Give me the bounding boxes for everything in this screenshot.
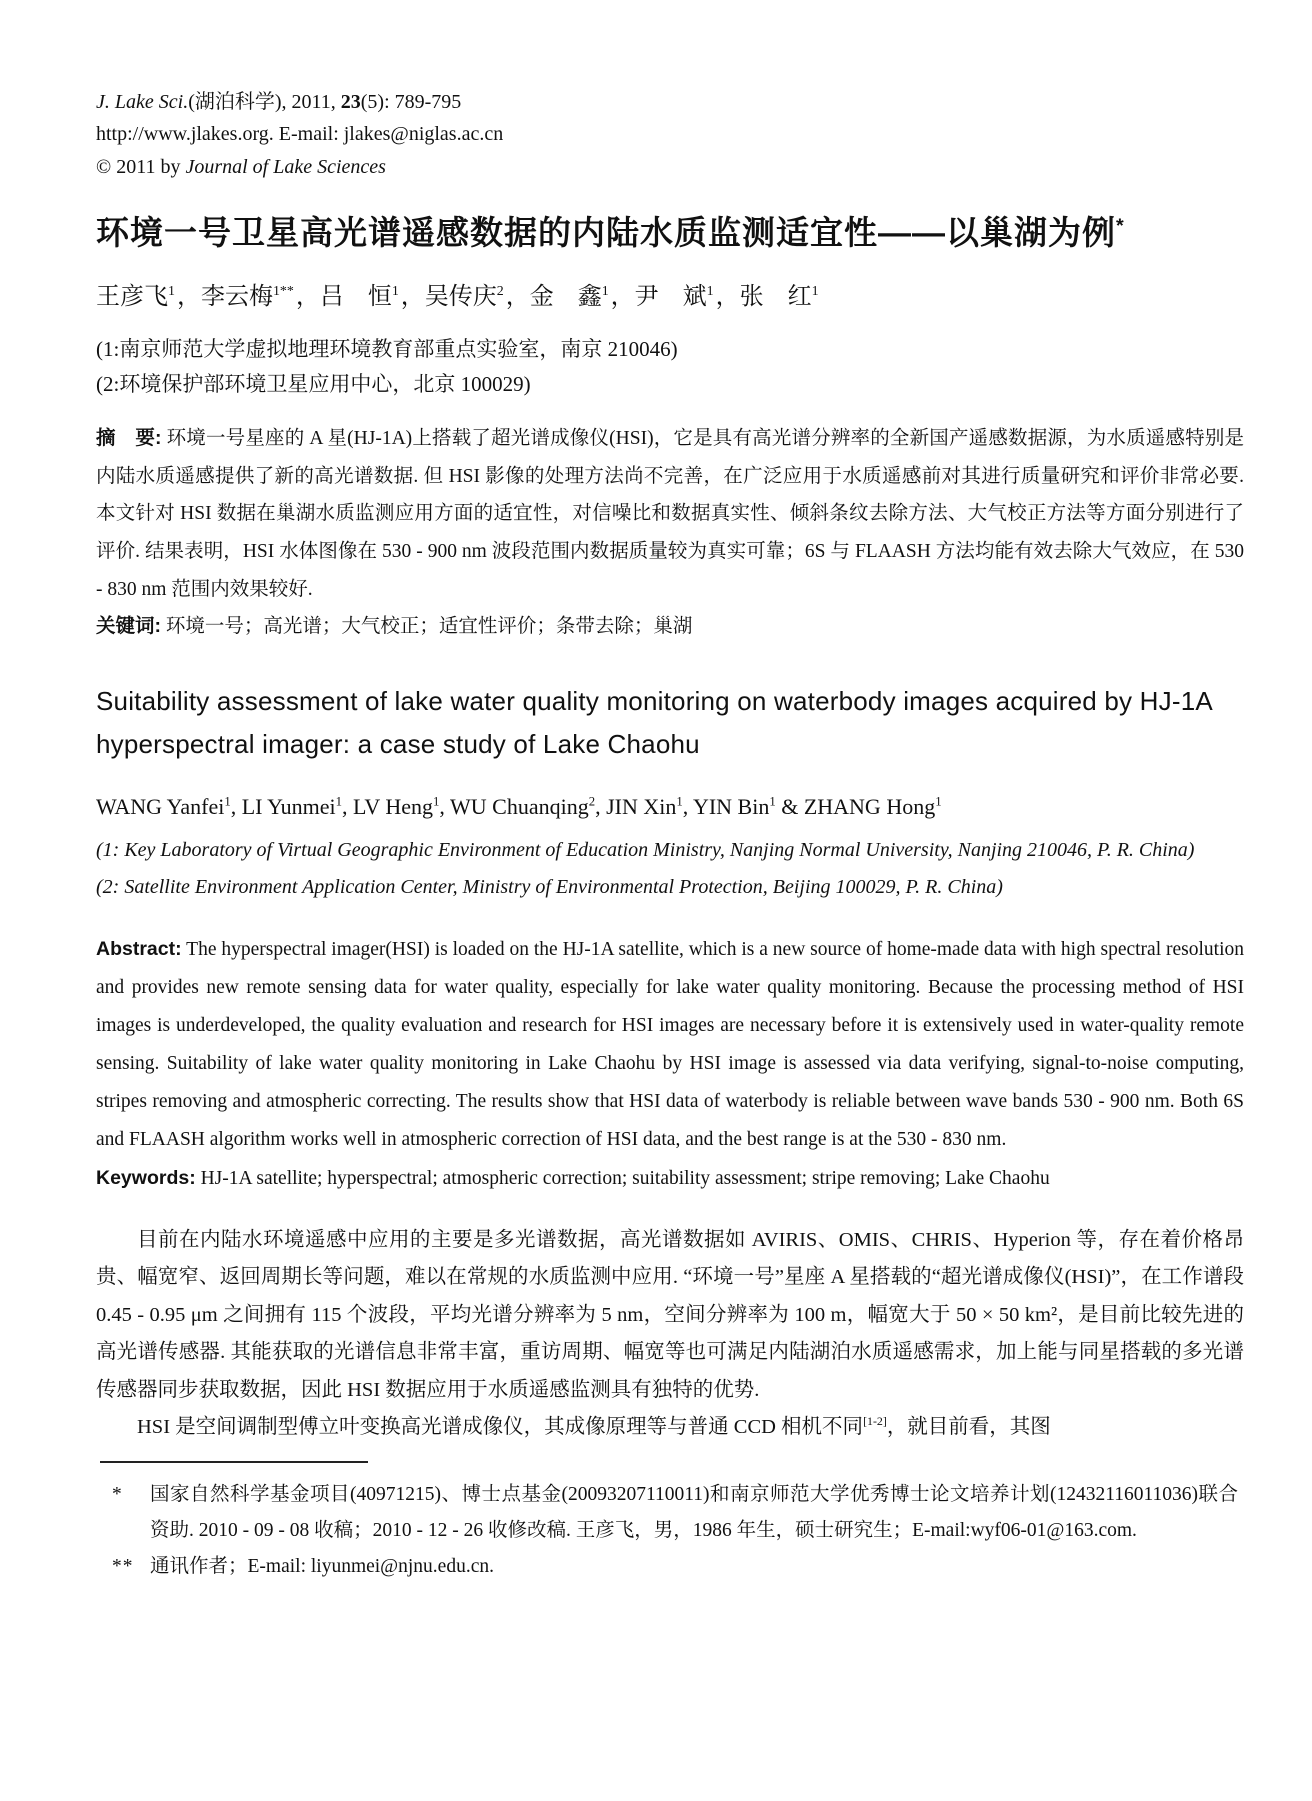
- body-paragraph-2-text: HSI 是空间调制型傅立叶变换高光谱成像仪，其成像原理等与普通 CCD 相机不同: [137, 1416, 864, 1439]
- author-separator: ，: [715, 284, 740, 311]
- abstract-en-label: Abstract:: [96, 937, 182, 960]
- author-name: ZHANG Hong: [803, 794, 936, 820]
- author-en: [342, 794, 439, 819]
- author-name: WU Chuanqing: [450, 794, 589, 820]
- author-cn: [177, 284, 294, 310]
- author-separator: &: [775, 794, 804, 820]
- affiliation-en-2: (2: Satellite Environment Application Center, Ministry of Environmental Protection, Beijing 100029, P. R. China): [96, 875, 1003, 898]
- author-name: 金 鑫: [529, 284, 602, 311]
- authors-cn-line: [96, 282, 1244, 313]
- article-title-cn: [96, 207, 1244, 258]
- author-superscript: 1: [168, 284, 175, 300]
- author-separator: ，: [610, 284, 635, 311]
- author-separator: ，: [295, 284, 320, 311]
- copyright-line: [96, 151, 1244, 183]
- copyright-journal-name: Journal of Lake Sciences: [185, 155, 386, 178]
- body-paragraph-2: [96, 1409, 1244, 1447]
- abstract-cn-label: 摘 要:: [96, 427, 162, 450]
- author-separator: ,: [341, 794, 353, 820]
- author-name: 尹 斌: [634, 284, 707, 311]
- abstract-en: [96, 930, 1244, 1159]
- author-cn: [401, 284, 504, 310]
- author-cn: [716, 284, 819, 310]
- footnote-text: 国家自然科学基金项目(40971215)、博士点基金(20093207110011)和南京师范大学优秀博士论文培养计划(12432116011036)联合资助. 2010 - 09 - 08 收稿；2010 - 12 - 26 收修改稿. 王彦飞，男，1986 年生，硕士研究生；E-mail:wyf06-01@163.com.: [150, 1483, 1238, 1541]
- author-name: 吴传庆: [424, 284, 497, 311]
- author-separator: ,: [682, 794, 693, 820]
- keywords-cn-label: 关键词:: [96, 615, 161, 638]
- author-separator: ,: [230, 794, 242, 820]
- journal-url-line: http://www.jlakes.org. E-mail: jlakes@niglas.ac.cn: [96, 123, 504, 146]
- author-superscript: 1: [811, 284, 819, 300]
- author-separator: ，: [505, 284, 530, 311]
- affiliation-en-1: (1: Key Laboratory of Virtual Geographic Environment of Education Ministry, Nanjing Normal University, Nanjing 210046, P. R. China): [96, 838, 1195, 861]
- author-superscript: 1: [335, 794, 342, 809]
- author-superscript: 1: [433, 794, 440, 809]
- footnotes: [96, 1477, 1244, 1585]
- author-en: [231, 794, 342, 819]
- keywords-en: [96, 1159, 1244, 1198]
- author-name: 王彦飞: [96, 284, 168, 311]
- body-paragraph-1: 目前在内陆水环境遥感中应用的主要是多光谱数据，高光谱数据如 AVIRIS、OMIS、CHRIS、Hyperion 等，存在着价格昂贵、幅宽窄、返回周期长等问题，难以在常规的水质监测中应用. “环境一号”星座 A 星搭载的“超光谱成像仪(HSI)”，在工作谱段 0.45 - 0.95 μm 之间拥有 115 个波段，平均光谱分辨率为 5 nm，空间分辨率为 100 m，幅宽大于 50 × 50 km²，是目前比较先进的高光谱传感器. 其能获取的光谱信息非常丰富，重访周期、幅宽等也可满足内陆湖泊水质遥感需求，加上能与同星搭载的多光谱传感器同步获取数据，因此 HSI 数据应用于水质遥感监测具有独特的优势.: [96, 1228, 1244, 1401]
- author-superscript: 1: [224, 794, 231, 809]
- author-separator: ,: [595, 794, 607, 820]
- author-name: 吕 恒: [319, 284, 392, 311]
- citation-superscript: [1-2]: [863, 1414, 887, 1429]
- author-cn: [296, 284, 399, 310]
- body-paragraph-2-end: ，就目前看，其图: [886, 1416, 1051, 1439]
- copyright-prefix: © 2011 by: [96, 155, 186, 178]
- author-superscript: 1: [391, 284, 399, 300]
- affiliation-cn-2: (2:环境保护部环境卫星应用中心，北京 100029): [96, 371, 531, 396]
- author-superscript: 1: [769, 794, 776, 809]
- keywords-en-text: HJ-1A satellite; hyperspectral; atmospheric correction; suitability assessment; stripe removing; Lake Chaohu: [200, 1167, 1050, 1189]
- author-separator: ,: [439, 794, 451, 820]
- author-en: [439, 794, 595, 819]
- footnote-2: [96, 1549, 1244, 1585]
- article-body: [96, 1222, 1244, 1447]
- footnote-marker: **: [112, 1555, 134, 1577]
- author-name: WANG Yanfei: [96, 794, 225, 820]
- author-en: [776, 794, 942, 819]
- author-superscript: 1**: [272, 284, 294, 300]
- journal-name: J. Lake Sci.: [96, 91, 189, 113]
- author-en: [683, 794, 776, 819]
- abstract-en-text: The hyperspectral imager(HSI) is loaded on the HJ-1A satellite, which is a new source of home-made data with high spectral resolution and provides new remote sensing data for water quality, especially for lake water quality monitoring. Because the processing method of HSI images is underdeveloped, the quality evaluation and research for HSI images are necessary before it is extensively used in water-quality remote sensing. Suitability of lake water quality monitoring in Lake Chaohu by HSI image is assessed via data verifying, signal-to-noise computing, stripes removing and atmospheric correcting. The results show that HSI data of waterbody is reliable between wave bands 530 - 900 nm. Both 6S and FLAASH algorithm works well in atmospheric correction of HSI data, and the best range is at the 530 - 830 nm.: [96, 938, 1244, 1150]
- affiliation-cn-1: (1:南京师范大学虚拟地理环境教育部重点实验室，南京 210046): [96, 336, 678, 361]
- citation-end: (5): 789-795: [360, 91, 462, 113]
- abstract-cn-text: 环境一号星座的 A 星(HJ-1A)上搭载了超光谱成像仪(HSI)，它是具有高光谱分辨率的全新国产遥感数据源，为水质遥感特别是内陆水质遥感提供了新的高光谱数据. 但 HSI 影像的处理方法尚不完善，在广泛应用于水质遥感前对其进行质量研究和评价非常必要. 本文针对 HSI 数据在巢湖水质监测应用方面的适宜性，对信噪比和数据真实性、倾斜条纹去除方法、大气校正方法等方面分别进行了评价. 结果表明，HSI 水体图像在 530 - 900 nm 波段范围内数据质量较为真实可靠；6S 与 FLAASH 方法均能有效去除大气效应，在 530 - 830 nm 范围内效果较好.: [96, 428, 1245, 600]
- affiliations-cn: [96, 332, 1244, 403]
- footnote-marker: *: [112, 1483, 123, 1505]
- journal-citation-line: [96, 86, 1244, 118]
- citation-middle: (湖泊科学), 2011,: [188, 91, 341, 113]
- affiliations-en: [96, 832, 1244, 906]
- keywords-en-label: Keywords:: [96, 1166, 196, 1189]
- author-name: YIN Bin: [692, 794, 770, 820]
- footnote-divider: [100, 1461, 368, 1463]
- author-name: LI Yunmei: [241, 794, 336, 820]
- article-title-cn-text: 环境一号卫星高光谱遥感数据的内陆水质监测适宜性——以巢湖为例: [96, 214, 1116, 252]
- author-superscript: 1: [706, 284, 714, 300]
- author-separator: ，: [400, 284, 425, 311]
- page-header: [96, 86, 1244, 183]
- author-superscript: 1: [935, 794, 942, 809]
- author-en: [595, 794, 683, 819]
- footnote-1: [96, 1477, 1244, 1549]
- author-cn: [611, 284, 714, 310]
- title-footnote-marker: *: [1116, 215, 1125, 238]
- journal-volume: 23: [340, 91, 361, 113]
- author-name: 张 红: [739, 284, 812, 311]
- author-name: JIN Xin: [606, 794, 677, 820]
- abstract-cn: [96, 420, 1244, 608]
- keywords-cn: [96, 608, 1244, 646]
- article-title-en: Suitability assessment of lake water quality monitoring on waterbody images acquired by HJ-1A hyperspectral imager: a case study of Lake Chaohu: [96, 685, 1212, 760]
- footnote-text: 通讯作者；E-mail: liyunmei@njnu.edu.cn.: [150, 1555, 494, 1577]
- author-separator: ，: [176, 284, 201, 311]
- author-name: 李云梅: [200, 284, 273, 311]
- author-superscript: 2: [588, 794, 596, 809]
- author-cn: [506, 284, 609, 310]
- author-superscript: 1: [601, 284, 609, 300]
- keywords-cn-text: 环境一号；高光谱；大气校正；适宜性评价；条带去除；巢湖: [165, 616, 693, 638]
- authors-en-line: [96, 793, 1244, 822]
- author-superscript: 1: [676, 794, 683, 809]
- author-cn: [96, 284, 175, 310]
- author-name: LV Heng: [352, 794, 434, 820]
- author-en: [96, 794, 231, 819]
- author-superscript: 2: [496, 284, 504, 300]
